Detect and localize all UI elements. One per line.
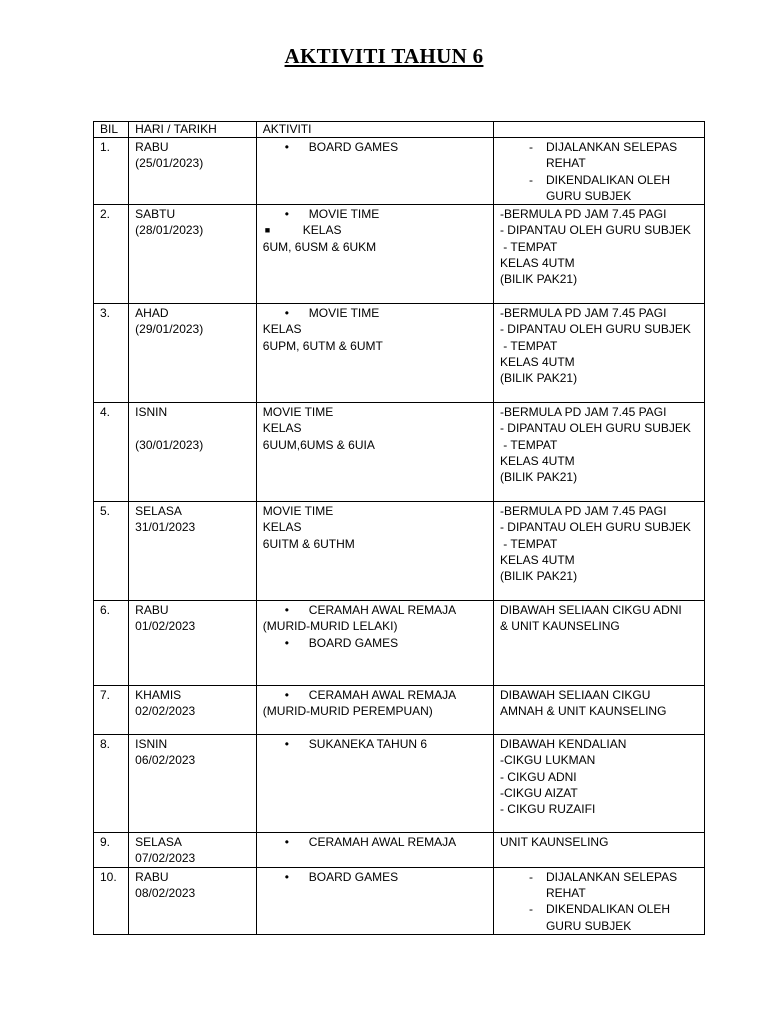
cell-bil: 6. — [94, 601, 129, 686]
cell-notes — [493, 686, 704, 735]
cell-activity — [256, 867, 493, 934]
day-date-line: 08/02/2023 — [135, 886, 196, 901]
activity-bullet-item: • BOARD GAMES — [263, 139, 489, 155]
notes-line: - CIKGU RUZAIFI — [499, 802, 596, 817]
notes-line: -CIKGU LUKMAN — [499, 753, 596, 768]
day-date-line: RABU — [135, 140, 169, 154]
cell-bil: 8. — [94, 735, 129, 833]
notes-line: (BILIK PAK21) — [499, 272, 578, 287]
table-row — [94, 867, 705, 934]
cell-bil: 3. — [94, 304, 129, 403]
cell-activity — [256, 138, 493, 205]
table-row — [94, 205, 705, 304]
activity-line: MOVIE TIME — [262, 405, 334, 420]
table-row — [94, 735, 705, 833]
cell-notes — [493, 735, 704, 833]
notes-line: - TEMPAT — [499, 239, 558, 254]
notes-line: -BERMULA PD JAM 7.45 PAGI — [499, 504, 667, 519]
activity-line: 6UUM,6UMS & 6UIA — [262, 437, 375, 452]
activity-line: (MURID-MURID PEREMPUAN) — [262, 704, 433, 719]
cell-activity — [256, 304, 493, 403]
activity-bullet-item: • CERAMAH AWAL REMAJA — [263, 602, 489, 618]
cell-bil: 7. — [94, 686, 129, 735]
cell-activity — [256, 205, 493, 304]
notes-line: KELAS 4UTM — [499, 355, 575, 370]
header-notes — [493, 122, 704, 138]
notes-line: - DIPANTAU OLEH GURU SUBJEK — [499, 421, 691, 436]
notes-dash-item: - DIJALANKAN SELEPAS REHAT — [500, 869, 700, 902]
notes-line: (BILIK PAK21) — [499, 569, 578, 584]
notes-dash-item: - DIKENDALIKAN OLEH GURU SUBJEK — [500, 172, 700, 205]
notes-line: -BERMULA PD JAM 7.45 PAGI — [499, 207, 667, 222]
cell-notes — [493, 867, 704, 934]
cell-activity — [256, 833, 493, 868]
table-row — [94, 686, 705, 735]
activity-line: 6UPM, 6UTM & 6UMT — [262, 338, 383, 353]
cell-day-date — [129, 502, 257, 601]
activity-line: KELAS — [262, 520, 302, 535]
notes-line: - CIKGU ADNI — [499, 769, 577, 784]
cell-bil: 5. — [94, 502, 129, 601]
notes-line: AMNAH & UNIT KAUNSELING — [499, 704, 667, 719]
notes-line: - DIPANTAU OLEH GURU SUBJEK — [499, 520, 691, 535]
notes-line: & UNIT KAUNSELING — [499, 619, 620, 634]
cell-day-date — [129, 205, 257, 304]
cell-bil: 9. — [94, 833, 129, 868]
cell-bil: 4. — [94, 403, 129, 502]
notes-line: - TEMPAT — [499, 338, 558, 353]
table-row — [94, 601, 705, 686]
cell-notes — [493, 205, 704, 304]
activity-table — [93, 121, 705, 935]
activity-bullet-item: • SUKANEKA TAHUN 6 — [263, 736, 489, 752]
day-date-line — [135, 420, 252, 436]
day-date-line: SELASA — [135, 835, 182, 850]
activity-line: KELAS — [262, 421, 302, 436]
day-date-line: ISNIN — [135, 405, 168, 420]
cell-day-date — [129, 304, 257, 403]
notes-line: KELAS 4UTM — [499, 256, 575, 271]
day-date-line: 07/02/2023 — [135, 851, 196, 866]
notes-line: KELAS 4UTM — [499, 553, 575, 568]
notes-line: KELAS 4UTM — [499, 454, 575, 469]
notes-line: DIBAWAH SELIAAN CIKGU — [499, 688, 651, 703]
day-date-line: 02/02/2023 — [135, 704, 196, 719]
notes-line: (BILIK PAK21) — [499, 371, 578, 386]
cell-day-date — [129, 686, 257, 735]
notes-line: -BERMULA PD JAM 7.45 PAGI — [499, 405, 667, 420]
page-title: AKTIVITI TAHUN 6 — [284, 44, 484, 68]
notes-line: - DIPANTAU OLEH GURU SUBJEK — [499, 322, 691, 337]
notes-line: - TEMPAT — [499, 437, 558, 452]
header-day-date: HARI / TARIKH — [129, 122, 257, 138]
cell-bil: 1. — [94, 138, 129, 205]
table-row — [94, 833, 705, 868]
day-date-line: AHAD — [135, 306, 169, 321]
activity-line: 6UITM & 6UTHM — [262, 536, 355, 551]
cell-bil: 10. — [94, 867, 129, 934]
cell-activity — [256, 601, 493, 686]
day-date-line: SELASA — [135, 504, 182, 519]
cell-day-date — [129, 867, 257, 934]
activity-bullet-item: • MOVIE TIME — [263, 206, 489, 222]
activity-bullet-item: • MOVIE TIME — [263, 305, 489, 321]
day-date-line: 31/01/2023 — [135, 520, 196, 535]
cell-activity — [256, 686, 493, 735]
day-date-line: SABTU — [135, 207, 176, 222]
activity-line: (MURID-MURID LELAKI) — [262, 619, 398, 634]
cell-notes — [493, 601, 704, 686]
activity-line: 6UM, 6USM & 6UKM — [262, 239, 377, 254]
notes-line: - DIPANTAU OLEH GURU SUBJEK — [499, 223, 691, 238]
notes-line: -BERMULA PD JAM 7.45 PAGI — [499, 306, 667, 321]
notes-line: UNIT KAUNSELING — [499, 835, 609, 850]
day-date-line: 01/02/2023 — [135, 619, 196, 634]
cell-day-date — [129, 138, 257, 205]
notes-dash-item: - DIKENDALIKAN OLEH GURU SUBJEK — [500, 901, 700, 934]
cell-activity — [256, 735, 493, 833]
notes-line: -CIKGU AIZAT — [499, 786, 578, 801]
cell-notes — [493, 833, 704, 868]
day-date-line: (25/01/2023) — [135, 156, 204, 171]
table-header-row — [94, 122, 705, 138]
table-row — [94, 304, 705, 403]
activity-bullet-item: • BOARD GAMES — [263, 869, 489, 885]
activity-bullet-item: • CERAMAH AWAL REMAJA — [263, 687, 489, 703]
notes-line: - TEMPAT — [499, 536, 558, 551]
activity-bullet-item: • CERAMAH AWAL REMAJA — [263, 834, 489, 850]
table-row — [94, 403, 705, 502]
cell-activity — [256, 403, 493, 502]
day-date-line: ISNIN — [135, 737, 168, 752]
cell-day-date — [129, 403, 257, 502]
day-date-line: (30/01/2023) — [135, 437, 204, 452]
cell-day-date — [129, 601, 257, 686]
day-date-line: (28/01/2023) — [135, 223, 204, 238]
notes-line: DIBAWAH SELIAAN CIKGU ADNI — [499, 603, 682, 618]
cell-day-date — [129, 833, 257, 868]
day-date-line: 06/02/2023 — [135, 753, 196, 768]
activity-line: MOVIE TIME — [262, 504, 334, 519]
header-activity: AKTIVITI — [256, 122, 493, 138]
table-row — [94, 502, 705, 601]
notes-dash-item: - DIJALANKAN SELEPAS REHAT — [500, 139, 700, 172]
cell-notes — [493, 403, 704, 502]
cell-notes — [493, 138, 704, 205]
cell-day-date — [129, 735, 257, 833]
cell-bil: 2. — [94, 205, 129, 304]
activity-line: KELAS — [262, 322, 302, 337]
cell-notes — [493, 502, 704, 601]
notes-line: (BILIK PAK21) — [499, 470, 578, 485]
day-date-line: KHAMIS — [135, 688, 182, 703]
cell-activity — [256, 502, 493, 601]
table-row — [94, 138, 705, 205]
cell-notes — [493, 304, 704, 403]
activity-bullet-item: ■ KELAS — [263, 222, 489, 238]
day-date-line: (29/01/2023) — [135, 322, 204, 337]
header-bil: BIL — [94, 122, 129, 138]
day-date-line: RABU — [135, 869, 169, 884]
notes-line: DIBAWAH KENDALIAN — [499, 737, 627, 752]
activity-bullet-item: • BOARD GAMES — [263, 635, 489, 651]
day-date-line: RABU — [135, 603, 169, 618]
